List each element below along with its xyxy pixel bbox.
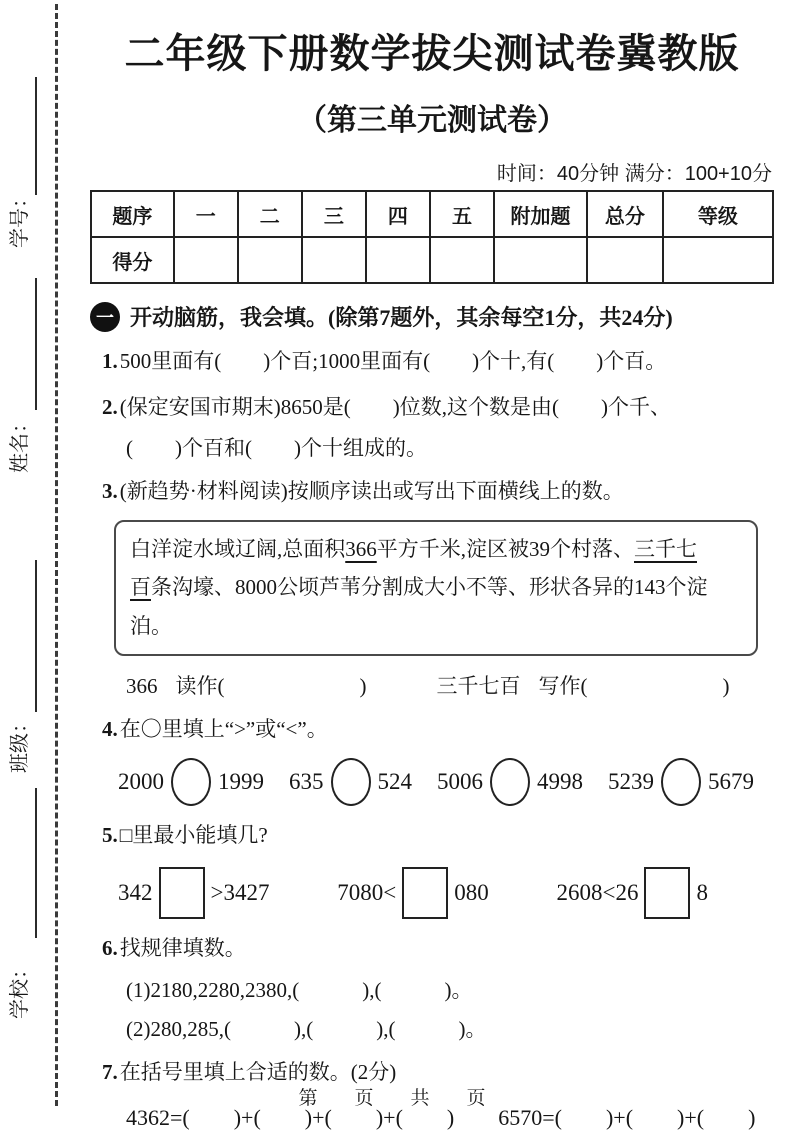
right-number: 5679: [708, 768, 754, 794]
table-header-cell: 等级: [663, 191, 773, 237]
fill-box-item: [337, 867, 488, 919]
score-cell-empty: [663, 237, 773, 283]
passage-segment-underlined: 366: [345, 536, 377, 561]
item-suffix: 080: [454, 880, 489, 906]
write-on-line: [35, 788, 37, 938]
table-header-cell: 二: [238, 191, 302, 237]
comparison-pair: [608, 758, 754, 806]
question-text: □里最小能填几?: [119, 822, 268, 847]
comparison-pair: [437, 758, 583, 806]
margin-label-school: 学校：: [9, 959, 31, 1019]
score-cell-empty: [366, 237, 430, 283]
question-text: (新趋势·材料阅读)按顺序读出或写出下面横线上的数。: [119, 479, 624, 504]
reading-passage-box: [114, 520, 758, 657]
item-suffix: 8: [696, 880, 708, 906]
write-on-line: [35, 77, 37, 195]
question-1: [102, 345, 774, 378]
comparison-pair: [289, 758, 412, 806]
write-label: 写作(: [538, 674, 588, 699]
right-number: 1999: [218, 768, 264, 794]
score-cell-empty: [302, 237, 366, 283]
table-header-cell: 一: [174, 191, 238, 237]
write-close-paren: ): [722, 674, 730, 699]
page-subtitle: （第三单元测试卷）: [297, 104, 567, 137]
question-6: [102, 932, 774, 965]
write-number: 三千七百: [436, 674, 521, 699]
comparison-circle: [490, 758, 530, 806]
passage-line-2: [130, 568, 742, 646]
expression-1: 4362=( )+( )+( )+( ): [126, 1105, 455, 1131]
question-6-item-1: (1)2180,2280,2380,( ),( )。: [126, 977, 473, 1002]
question-text: (保定安国市期末)8650是( )位数,这个数是由( )个千、: [119, 394, 671, 419]
passage-segment: 白洋淀水域辽阔,总面积: [130, 536, 346, 561]
fill-in-box: [159, 867, 205, 919]
write-on-line: [35, 278, 37, 410]
comparison-circle: [331, 758, 371, 806]
section-one-title: 开动脑筋，我会填。(除第7题外，其余每空1分，共24分): [130, 305, 673, 330]
question-2: [102, 391, 774, 424]
question-number: 6.: [102, 936, 118, 961]
table-row: [91, 191, 773, 237]
item-prefix: 2608<26: [556, 880, 639, 906]
score-row-label: 得分: [91, 237, 174, 283]
passage-segment: 平方千米,淀区被39个村落、: [376, 536, 634, 561]
question-number: 7.: [102, 1059, 118, 1084]
read-write-line: [126, 670, 774, 700]
question-number: 2.: [102, 394, 118, 419]
passage-segment: 条沟壕、8000公顷芦苇分割成大小不等、形状各异的143个淀泊。: [130, 575, 708, 639]
seal-dashed-line: [55, 4, 58, 1106]
question-text: 在〇里填上“>”或“<”。: [119, 717, 328, 742]
item-prefix: 7080<: [337, 880, 397, 906]
fill-box-row: [118, 867, 708, 919]
score-cell-empty: [494, 237, 587, 283]
margin-label-name: 姓名：: [9, 413, 31, 473]
page-footer: 第 页 共 页: [298, 1088, 495, 1109]
time-score-info: 时间：40分钟 满分：100+10分: [496, 163, 772, 185]
question-2-continued: ( )个百和( )个十组成的。: [126, 436, 427, 461]
comparison-circle: [171, 758, 211, 806]
write-on-line: [35, 560, 37, 712]
score-cell-empty: [174, 237, 238, 283]
score-cell-empty: [238, 237, 302, 283]
item-suffix: >3427: [210, 880, 270, 906]
comparison-circle: [661, 758, 701, 806]
question-3: [102, 475, 774, 508]
question-number: 4.: [102, 717, 118, 742]
test-paper: [90, 14, 774, 1132]
question-number: 3.: [102, 479, 118, 504]
fill-in-box: [644, 867, 690, 919]
expression-2: 6570=( )+( )+( ): [498, 1105, 756, 1131]
table-header-cell: 总分: [587, 191, 663, 237]
page-title: 二年级下册数学拔尖测试卷冀教版: [124, 32, 740, 76]
comparison-row: [118, 758, 754, 806]
read-number: 366: [126, 674, 158, 699]
table-header-cell: 附加题: [494, 191, 587, 237]
section-one-badge-icon: 一: [90, 302, 120, 332]
score-cell-empty: [587, 237, 663, 283]
question-text: 找规律填数。: [119, 936, 246, 961]
passage-segment-underlined: 百: [130, 575, 151, 600]
question-number: 1.: [102, 349, 118, 373]
passage-line-1: [130, 530, 742, 569]
passage-segment-underlined: 三千七: [634, 536, 697, 561]
margin-label-student-id: 学号：: [9, 188, 31, 248]
left-number: 5239: [608, 768, 654, 794]
score-cell-empty: [430, 237, 494, 283]
question-text: 500里面有( )个百;1000里面有( )个十,有( )个百。: [119, 349, 667, 373]
item-prefix: 342: [118, 880, 153, 906]
read-close-paren: ): [359, 674, 367, 699]
comparison-pair: [118, 758, 264, 806]
fill-box-item: [557, 867, 708, 919]
question-5: [102, 819, 774, 852]
read-label: 读作(: [175, 674, 225, 699]
right-number: 524: [377, 768, 412, 794]
question-4: [102, 713, 774, 746]
section-one-heading: [90, 301, 774, 332]
fill-in-box: [402, 867, 448, 919]
left-number: 5006: [437, 768, 483, 794]
table-header-cell: 四: [366, 191, 430, 237]
question-number: 5.: [102, 822, 118, 847]
fill-box-item: [118, 867, 269, 919]
margin-label-class: 班级：: [9, 713, 31, 773]
question-6-item-2: (2)280,285,( ),( ),( )。: [126, 1016, 487, 1041]
table-header-cell: 题序: [91, 191, 174, 237]
question-text: 在括号里填上合适的数。(2分): [119, 1059, 397, 1084]
left-number: 2000: [118, 768, 164, 794]
table-header-cell: 五: [430, 191, 494, 237]
table-row: [91, 237, 773, 283]
table-header-cell: 三: [302, 191, 366, 237]
right-number: 4998: [537, 768, 583, 794]
score-table: [90, 190, 774, 284]
left-number: 635: [289, 768, 324, 794]
